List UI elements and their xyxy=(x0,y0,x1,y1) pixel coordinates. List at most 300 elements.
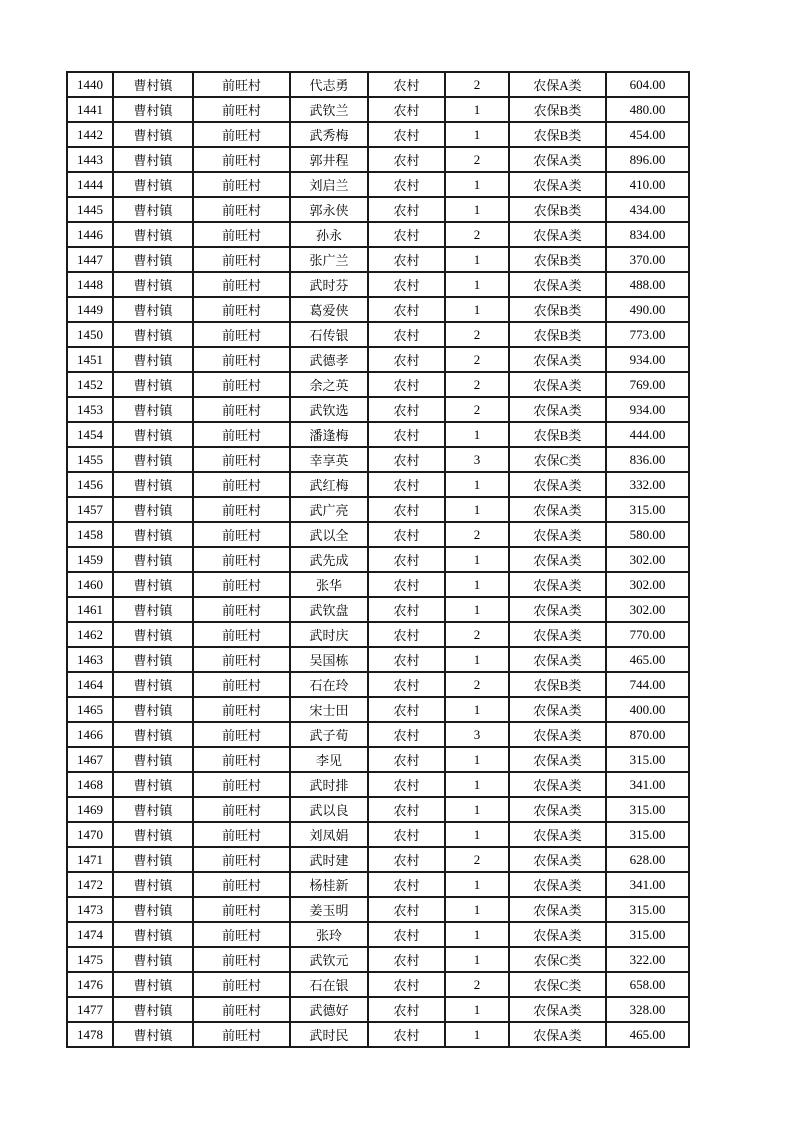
cell-village: 前旺村 xyxy=(193,872,290,897)
cell-person-count: 2 xyxy=(445,972,509,997)
cell-person-name: 武以全 xyxy=(290,522,368,547)
table-row xyxy=(67,197,689,222)
cell-insurance-category: 农保A类 xyxy=(509,622,606,647)
cell-town: 曹村镇 xyxy=(113,172,193,197)
cell-town: 曹村镇 xyxy=(113,647,193,672)
cell-row-number: 1450 xyxy=(67,322,113,347)
cell-person-name: 武时芬 xyxy=(290,272,368,297)
cell-person-name: 石传银 xyxy=(290,322,368,347)
cell-amount: 870.00 xyxy=(606,722,689,747)
cell-insurance-category: 农保A类 xyxy=(509,747,606,772)
cell-residence-type: 农村 xyxy=(368,597,445,622)
cell-residence-type: 农村 xyxy=(368,72,445,97)
cell-row-number: 1468 xyxy=(67,772,113,797)
cell-person-name: 武以良 xyxy=(290,797,368,822)
cell-amount: 341.00 xyxy=(606,772,689,797)
table-row xyxy=(67,272,689,297)
cell-insurance-category: 农保A类 xyxy=(509,897,606,922)
cell-amount: 315.00 xyxy=(606,822,689,847)
cell-residence-type: 农村 xyxy=(368,197,445,222)
table-row xyxy=(67,372,689,397)
table-row xyxy=(67,222,689,247)
cell-amount: 454.00 xyxy=(606,122,689,147)
cell-person-name: 武秀梅 xyxy=(290,122,368,147)
cell-town: 曹村镇 xyxy=(113,222,193,247)
cell-person-name: 潘逢梅 xyxy=(290,422,368,447)
cell-amount: 302.00 xyxy=(606,597,689,622)
cell-row-number: 1443 xyxy=(67,147,113,172)
cell-amount: 315.00 xyxy=(606,922,689,947)
cell-amount: 490.00 xyxy=(606,297,689,322)
cell-row-number: 1461 xyxy=(67,597,113,622)
cell-person-count: 1 xyxy=(445,597,509,622)
cell-village: 前旺村 xyxy=(193,697,290,722)
cell-person-name: 郭永侠 xyxy=(290,197,368,222)
cell-residence-type: 农村 xyxy=(368,947,445,972)
cell-town: 曹村镇 xyxy=(113,822,193,847)
table-row xyxy=(67,797,689,822)
cell-amount: 604.00 xyxy=(606,72,689,97)
cell-insurance-category: 农保B类 xyxy=(509,297,606,322)
cell-residence-type: 农村 xyxy=(368,247,445,272)
cell-amount: 328.00 xyxy=(606,997,689,1022)
cell-village: 前旺村 xyxy=(193,772,290,797)
cell-person-count: 1 xyxy=(445,472,509,497)
cell-town: 曹村镇 xyxy=(113,97,193,122)
cell-village: 前旺村 xyxy=(193,822,290,847)
cell-row-number: 1466 xyxy=(67,722,113,747)
cell-residence-type: 农村 xyxy=(368,147,445,172)
cell-person-name: 武时庆 xyxy=(290,622,368,647)
cell-insurance-category: 农保A类 xyxy=(509,822,606,847)
cell-row-number: 1472 xyxy=(67,872,113,897)
cell-person-name: 代志勇 xyxy=(290,72,368,97)
cell-residence-type: 农村 xyxy=(368,622,445,647)
cell-row-number: 1451 xyxy=(67,347,113,372)
table-row xyxy=(67,972,689,997)
cell-insurance-category: 农保A类 xyxy=(509,272,606,297)
table-row xyxy=(67,897,689,922)
table-row xyxy=(67,97,689,122)
cell-insurance-category: 农保A类 xyxy=(509,647,606,672)
cell-insurance-category: 农保B类 xyxy=(509,422,606,447)
cell-person-name: 余之英 xyxy=(290,372,368,397)
cell-insurance-category: 农保A类 xyxy=(509,872,606,897)
cell-person-name: 武广亮 xyxy=(290,497,368,522)
cell-person-count: 3 xyxy=(445,447,509,472)
cell-person-name: 姜玉明 xyxy=(290,897,368,922)
cell-person-count: 1 xyxy=(445,797,509,822)
cell-row-number: 1476 xyxy=(67,972,113,997)
cell-person-name: 孙永 xyxy=(290,222,368,247)
table-row xyxy=(67,122,689,147)
cell-amount: 322.00 xyxy=(606,947,689,972)
cell-residence-type: 农村 xyxy=(368,97,445,122)
cell-row-number: 1474 xyxy=(67,922,113,947)
cell-village: 前旺村 xyxy=(193,347,290,372)
cell-residence-type: 农村 xyxy=(368,747,445,772)
cell-town: 曹村镇 xyxy=(113,897,193,922)
cell-person-name: 郭井程 xyxy=(290,147,368,172)
cell-person-count: 1 xyxy=(445,872,509,897)
cell-village: 前旺村 xyxy=(193,597,290,622)
cell-row-number: 1459 xyxy=(67,547,113,572)
cell-amount: 315.00 xyxy=(606,747,689,772)
cell-insurance-category: 农保A类 xyxy=(509,222,606,247)
cell-insurance-category: 农保B类 xyxy=(509,122,606,147)
table-row xyxy=(67,447,689,472)
cell-amount: 444.00 xyxy=(606,422,689,447)
cell-residence-type: 农村 xyxy=(368,422,445,447)
insurance-roster-table xyxy=(66,71,690,1048)
cell-person-count: 1 xyxy=(445,97,509,122)
cell-insurance-category: 农保A类 xyxy=(509,372,606,397)
cell-town: 曹村镇 xyxy=(113,922,193,947)
cell-person-count: 1 xyxy=(445,172,509,197)
table-row xyxy=(67,872,689,897)
cell-person-count: 2 xyxy=(445,847,509,872)
cell-town: 曹村镇 xyxy=(113,597,193,622)
cell-person-count: 1 xyxy=(445,122,509,147)
cell-person-count: 1 xyxy=(445,647,509,672)
cell-person-name: 张广兰 xyxy=(290,247,368,272)
cell-town: 曹村镇 xyxy=(113,197,193,222)
cell-village: 前旺村 xyxy=(193,847,290,872)
cell-person-count: 1 xyxy=(445,697,509,722)
cell-residence-type: 农村 xyxy=(368,347,445,372)
table-row xyxy=(67,747,689,772)
cell-insurance-category: 农保A类 xyxy=(509,597,606,622)
cell-row-number: 1458 xyxy=(67,522,113,547)
cell-person-name: 杨桂新 xyxy=(290,872,368,897)
cell-town: 曹村镇 xyxy=(113,672,193,697)
cell-amount: 465.00 xyxy=(606,647,689,672)
cell-row-number: 1440 xyxy=(67,72,113,97)
cell-insurance-category: 农保A类 xyxy=(509,522,606,547)
cell-town: 曹村镇 xyxy=(113,522,193,547)
cell-person-count: 3 xyxy=(445,722,509,747)
cell-person-name: 石在银 xyxy=(290,972,368,997)
cell-residence-type: 农村 xyxy=(368,822,445,847)
cell-residence-type: 农村 xyxy=(368,1022,445,1047)
cell-town: 曹村镇 xyxy=(113,697,193,722)
cell-person-count: 1 xyxy=(445,572,509,597)
cell-residence-type: 农村 xyxy=(368,297,445,322)
cell-town: 曹村镇 xyxy=(113,722,193,747)
cell-insurance-category: 农保A类 xyxy=(509,497,606,522)
cell-row-number: 1445 xyxy=(67,197,113,222)
cell-person-name: 武先成 xyxy=(290,547,368,572)
cell-residence-type: 农村 xyxy=(368,522,445,547)
cell-village: 前旺村 xyxy=(193,247,290,272)
cell-amount: 434.00 xyxy=(606,197,689,222)
table-row xyxy=(67,147,689,172)
cell-town: 曹村镇 xyxy=(113,447,193,472)
cell-town: 曹村镇 xyxy=(113,847,193,872)
cell-town: 曹村镇 xyxy=(113,397,193,422)
cell-residence-type: 农村 xyxy=(368,772,445,797)
cell-amount: 836.00 xyxy=(606,447,689,472)
cell-amount: 332.00 xyxy=(606,472,689,497)
cell-row-number: 1464 xyxy=(67,672,113,697)
cell-insurance-category: 农保B类 xyxy=(509,247,606,272)
cell-insurance-category: 农保A类 xyxy=(509,1022,606,1047)
cell-village: 前旺村 xyxy=(193,972,290,997)
table-row xyxy=(67,422,689,447)
cell-village: 前旺村 xyxy=(193,922,290,947)
table-row xyxy=(67,622,689,647)
cell-row-number: 1471 xyxy=(67,847,113,872)
cell-person-count: 2 xyxy=(445,347,509,372)
cell-village: 前旺村 xyxy=(193,297,290,322)
cell-insurance-category: 农保C类 xyxy=(509,972,606,997)
cell-row-number: 1449 xyxy=(67,297,113,322)
cell-insurance-category: 农保B类 xyxy=(509,97,606,122)
cell-village: 前旺村 xyxy=(193,197,290,222)
cell-residence-type: 农村 xyxy=(368,897,445,922)
cell-amount: 341.00 xyxy=(606,872,689,897)
cell-residence-type: 农村 xyxy=(368,547,445,572)
cell-person-name: 武时排 xyxy=(290,772,368,797)
table-row xyxy=(67,347,689,372)
cell-person-name: 武钦兰 xyxy=(290,97,368,122)
cell-insurance-category: 农保A类 xyxy=(509,722,606,747)
table-row xyxy=(67,72,689,97)
cell-person-count: 2 xyxy=(445,622,509,647)
cell-person-name: 武钦盘 xyxy=(290,597,368,622)
cell-town: 曹村镇 xyxy=(113,472,193,497)
cell-amount: 628.00 xyxy=(606,847,689,872)
cell-person-name: 武时建 xyxy=(290,847,368,872)
cell-town: 曹村镇 xyxy=(113,72,193,97)
cell-village: 前旺村 xyxy=(193,897,290,922)
cell-person-count: 2 xyxy=(445,372,509,397)
cell-town: 曹村镇 xyxy=(113,247,193,272)
cell-village: 前旺村 xyxy=(193,1022,290,1047)
cell-amount: 770.00 xyxy=(606,622,689,647)
cell-village: 前旺村 xyxy=(193,272,290,297)
cell-town: 曹村镇 xyxy=(113,622,193,647)
cell-person-count: 2 xyxy=(445,522,509,547)
cell-insurance-category: 农保C类 xyxy=(509,447,606,472)
cell-amount: 773.00 xyxy=(606,322,689,347)
cell-insurance-category: 农保A类 xyxy=(509,72,606,97)
cell-village: 前旺村 xyxy=(193,122,290,147)
cell-village: 前旺村 xyxy=(193,947,290,972)
cell-village: 前旺村 xyxy=(193,222,290,247)
cell-row-number: 1456 xyxy=(67,472,113,497)
cell-residence-type: 农村 xyxy=(368,647,445,672)
cell-person-name: 石在玲 xyxy=(290,672,368,697)
table-row xyxy=(67,522,689,547)
cell-row-number: 1457 xyxy=(67,497,113,522)
cell-person-count: 2 xyxy=(445,672,509,697)
table-row xyxy=(67,672,689,697)
cell-village: 前旺村 xyxy=(193,647,290,672)
cell-amount: 410.00 xyxy=(606,172,689,197)
cell-town: 曹村镇 xyxy=(113,422,193,447)
table-row xyxy=(67,947,689,972)
table-row xyxy=(67,822,689,847)
cell-amount: 934.00 xyxy=(606,347,689,372)
cell-town: 曹村镇 xyxy=(113,947,193,972)
cell-person-count: 1 xyxy=(445,822,509,847)
cell-person-name: 张华 xyxy=(290,572,368,597)
cell-insurance-category: 农保A类 xyxy=(509,397,606,422)
table-row xyxy=(67,997,689,1022)
cell-town: 曹村镇 xyxy=(113,572,193,597)
cell-person-name: 武德好 xyxy=(290,997,368,1022)
cell-insurance-category: 农保A类 xyxy=(509,697,606,722)
cell-amount: 400.00 xyxy=(606,697,689,722)
cell-person-name: 武时民 xyxy=(290,1022,368,1047)
cell-town: 曹村镇 xyxy=(113,797,193,822)
cell-amount: 370.00 xyxy=(606,247,689,272)
cell-row-number: 1444 xyxy=(67,172,113,197)
table-row xyxy=(67,572,689,597)
cell-row-number: 1467 xyxy=(67,747,113,772)
cell-person-name: 幸享英 xyxy=(290,447,368,472)
cell-person-name: 武钦选 xyxy=(290,397,368,422)
cell-town: 曹村镇 xyxy=(113,147,193,172)
table-row xyxy=(67,597,689,622)
cell-insurance-category: 农保A类 xyxy=(509,547,606,572)
cell-town: 曹村镇 xyxy=(113,747,193,772)
cell-row-number: 1441 xyxy=(67,97,113,122)
cell-village: 前旺村 xyxy=(193,372,290,397)
cell-village: 前旺村 xyxy=(193,747,290,772)
cell-residence-type: 农村 xyxy=(368,447,445,472)
table-row xyxy=(67,472,689,497)
cell-insurance-category: 农保C类 xyxy=(509,947,606,972)
cell-row-number: 1478 xyxy=(67,1022,113,1047)
cell-residence-type: 农村 xyxy=(368,922,445,947)
cell-residence-type: 农村 xyxy=(368,472,445,497)
cell-person-count: 1 xyxy=(445,772,509,797)
cell-residence-type: 农村 xyxy=(368,572,445,597)
cell-person-count: 1 xyxy=(445,547,509,572)
cell-residence-type: 农村 xyxy=(368,672,445,697)
cell-person-name: 刘凤娟 xyxy=(290,822,368,847)
cell-village: 前旺村 xyxy=(193,397,290,422)
cell-amount: 834.00 xyxy=(606,222,689,247)
cell-amount: 315.00 xyxy=(606,897,689,922)
cell-town: 曹村镇 xyxy=(113,297,193,322)
cell-town: 曹村镇 xyxy=(113,322,193,347)
cell-residence-type: 农村 xyxy=(368,397,445,422)
cell-village: 前旺村 xyxy=(193,472,290,497)
cell-town: 曹村镇 xyxy=(113,772,193,797)
cell-person-count: 2 xyxy=(445,147,509,172)
cell-person-count: 1 xyxy=(445,247,509,272)
cell-town: 曹村镇 xyxy=(113,272,193,297)
cell-row-number: 1473 xyxy=(67,897,113,922)
cell-person-name: 宋士田 xyxy=(290,697,368,722)
cell-person-count: 1 xyxy=(445,1022,509,1047)
cell-row-number: 1463 xyxy=(67,647,113,672)
cell-amount: 465.00 xyxy=(606,1022,689,1047)
cell-person-name: 武德孝 xyxy=(290,347,368,372)
cell-residence-type: 农村 xyxy=(368,497,445,522)
cell-amount: 302.00 xyxy=(606,547,689,572)
cell-person-name: 武钦元 xyxy=(290,947,368,972)
cell-row-number: 1477 xyxy=(67,997,113,1022)
table-row xyxy=(67,922,689,947)
table-row xyxy=(67,297,689,322)
cell-residence-type: 农村 xyxy=(368,272,445,297)
cell-row-number: 1462 xyxy=(67,622,113,647)
cell-village: 前旺村 xyxy=(193,797,290,822)
cell-person-name: 葛爱侠 xyxy=(290,297,368,322)
cell-amount: 658.00 xyxy=(606,972,689,997)
cell-residence-type: 农村 xyxy=(368,872,445,897)
cell-town: 曹村镇 xyxy=(113,347,193,372)
cell-person-count: 2 xyxy=(445,397,509,422)
cell-village: 前旺村 xyxy=(193,672,290,697)
cell-insurance-category: 农保A类 xyxy=(509,572,606,597)
cell-person-count: 1 xyxy=(445,297,509,322)
cell-village: 前旺村 xyxy=(193,997,290,1022)
cell-person-name: 武子荀 xyxy=(290,722,368,747)
cell-residence-type: 农村 xyxy=(368,722,445,747)
cell-person-count: 2 xyxy=(445,72,509,97)
table-row xyxy=(67,322,689,347)
cell-residence-type: 农村 xyxy=(368,122,445,147)
cell-insurance-category: 农保A类 xyxy=(509,922,606,947)
cell-village: 前旺村 xyxy=(193,622,290,647)
cell-row-number: 1460 xyxy=(67,572,113,597)
cell-amount: 315.00 xyxy=(606,497,689,522)
table-row xyxy=(67,697,689,722)
cell-row-number: 1475 xyxy=(67,947,113,972)
cell-row-number: 1455 xyxy=(67,447,113,472)
table-row xyxy=(67,497,689,522)
cell-village: 前旺村 xyxy=(193,497,290,522)
cell-amount: 934.00 xyxy=(606,397,689,422)
table-row xyxy=(67,1022,689,1047)
table-row xyxy=(67,722,689,747)
cell-town: 曹村镇 xyxy=(113,997,193,1022)
cell-town: 曹村镇 xyxy=(113,872,193,897)
table-body xyxy=(67,72,689,1047)
cell-village: 前旺村 xyxy=(193,447,290,472)
cell-insurance-category: 农保A类 xyxy=(509,347,606,372)
cell-amount: 480.00 xyxy=(606,97,689,122)
cell-village: 前旺村 xyxy=(193,572,290,597)
cell-row-number: 1453 xyxy=(67,397,113,422)
cell-person-count: 1 xyxy=(445,997,509,1022)
cell-row-number: 1469 xyxy=(67,797,113,822)
cell-residence-type: 农村 xyxy=(368,972,445,997)
cell-insurance-category: 农保A类 xyxy=(509,172,606,197)
cell-amount: 580.00 xyxy=(606,522,689,547)
table-row xyxy=(67,647,689,672)
cell-person-name: 刘启兰 xyxy=(290,172,368,197)
cell-residence-type: 农村 xyxy=(368,322,445,347)
cell-village: 前旺村 xyxy=(193,72,290,97)
cell-village: 前旺村 xyxy=(193,97,290,122)
cell-town: 曹村镇 xyxy=(113,972,193,997)
cell-row-number: 1442 xyxy=(67,122,113,147)
cell-amount: 315.00 xyxy=(606,797,689,822)
cell-person-name: 张玲 xyxy=(290,922,368,947)
cell-person-count: 1 xyxy=(445,922,509,947)
cell-village: 前旺村 xyxy=(193,322,290,347)
cell-insurance-category: 农保B类 xyxy=(509,197,606,222)
cell-person-count: 1 xyxy=(445,422,509,447)
table-row xyxy=(67,547,689,572)
cell-person-name: 李见 xyxy=(290,747,368,772)
